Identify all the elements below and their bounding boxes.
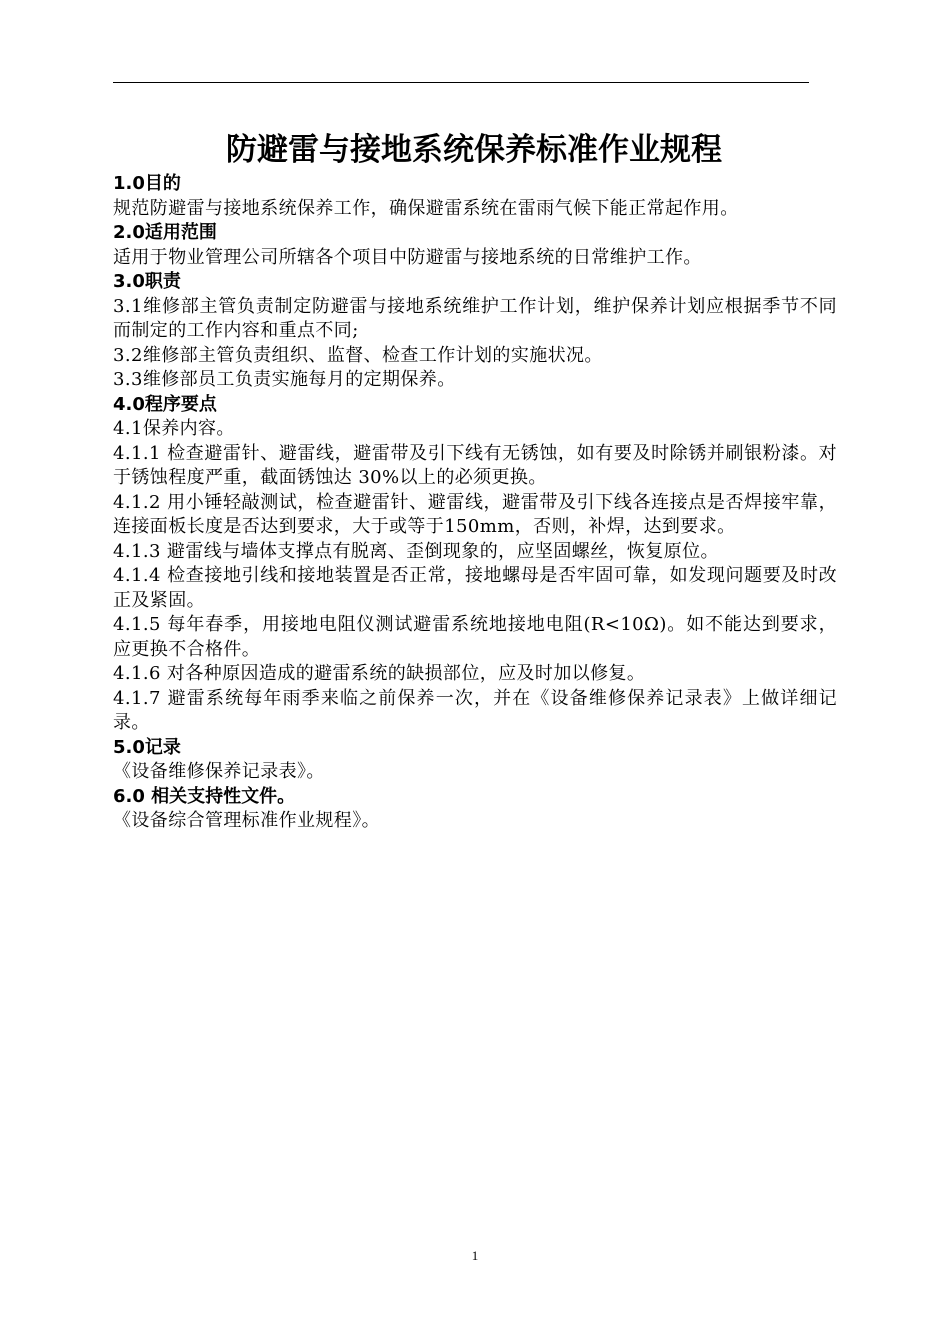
section-heading: 1.0目的 bbox=[113, 173, 181, 194]
section-heading: 4.0程序要点 bbox=[113, 393, 217, 415]
document-body bbox=[113, 172, 837, 834]
paragraph: 4.1.2 用小锤轻敲测试，检查避雷针、避雷线，避雷带及引下线各连接点是否焊接牢靠，连接面板长度是否达到要求，大于或等于150mm，否则，补焊，达到要求。 bbox=[113, 491, 837, 537]
paragraph: 3.3维修部员工负责实施每月的定期保养。 bbox=[113, 369, 456, 390]
paragraph: 4.1.3 避雷线与墙体支撑点有脱离、歪倒现象的，应坚固螺丝，恢复原位。 bbox=[113, 540, 719, 562]
section-scope bbox=[113, 221, 837, 270]
section-heading: 6.0 相关支持性文件。 bbox=[113, 785, 296, 807]
section-records bbox=[113, 736, 837, 785]
paragraph: 4.1.4 检查接地引线和接地装置是否正常，接地螺母是否牢固可靠，如发现问题要及时改正及紧固。 bbox=[113, 565, 837, 611]
paragraph: 4.1.5 每年春季，用接地电阻仪测试避雷系统地接地电阻(R<10Ω)。如不能达到要求，应更换不合格件。 bbox=[113, 614, 837, 660]
paragraph: 3.2维修部主管负责组织、监督、检查工作计划的实施状况。 bbox=[113, 344, 603, 366]
section-related-documents bbox=[113, 785, 837, 834]
section-responsibilities bbox=[113, 270, 837, 393]
section-heading: 5.0记录 bbox=[113, 736, 181, 758]
paragraph: 《设备综合管理标准作业规程》。 bbox=[113, 810, 380, 831]
header-rule bbox=[113, 82, 809, 83]
paragraph: 适用于物业管理公司所辖各个项目中防避雷与接地系统的日常维护工作。 bbox=[113, 246, 702, 268]
section-purpose bbox=[113, 172, 837, 221]
paragraph: 4.1.7 避雷系统每年雨季来临之前保养一次，并在《设备维修保养记录表》上做详细记录。 bbox=[113, 687, 837, 733]
paragraph: 4.1.1 检查避雷针、避雷线，避雷带及引下线有无锈蚀，如有要及时除锈并刷银粉漆。对于锈蚀程度严重，截面锈蚀达 30%以上的必须更换。 bbox=[113, 442, 837, 488]
paragraph: 4.1保养内容。 bbox=[113, 418, 235, 439]
paragraph: 3.1维修部主管负责制定防避雷与接地系统维护工作计划，维护保养计划应根据季节不同而制定的工作内容和重点不同; bbox=[113, 295, 837, 341]
page-number: 1 bbox=[471, 1248, 479, 1263]
paragraph: 《设备维修保养记录表》。 bbox=[113, 761, 325, 782]
paragraph: 规范防避雷与接地系统保养工作，确保避雷系统在雷雨气候下能正常起作用。 bbox=[113, 197, 739, 219]
section-heading: 2.0适用范围 bbox=[113, 222, 217, 243]
section-procedure bbox=[113, 393, 837, 736]
document-title: 防避雷与接地系统保养标准作业规程 bbox=[226, 132, 722, 168]
paragraph: 4.1.6 对各种原因造成的避雷系统的缺损部位，应及时加以修复。 bbox=[113, 663, 646, 684]
section-heading: 3.0职责 bbox=[113, 271, 181, 292]
